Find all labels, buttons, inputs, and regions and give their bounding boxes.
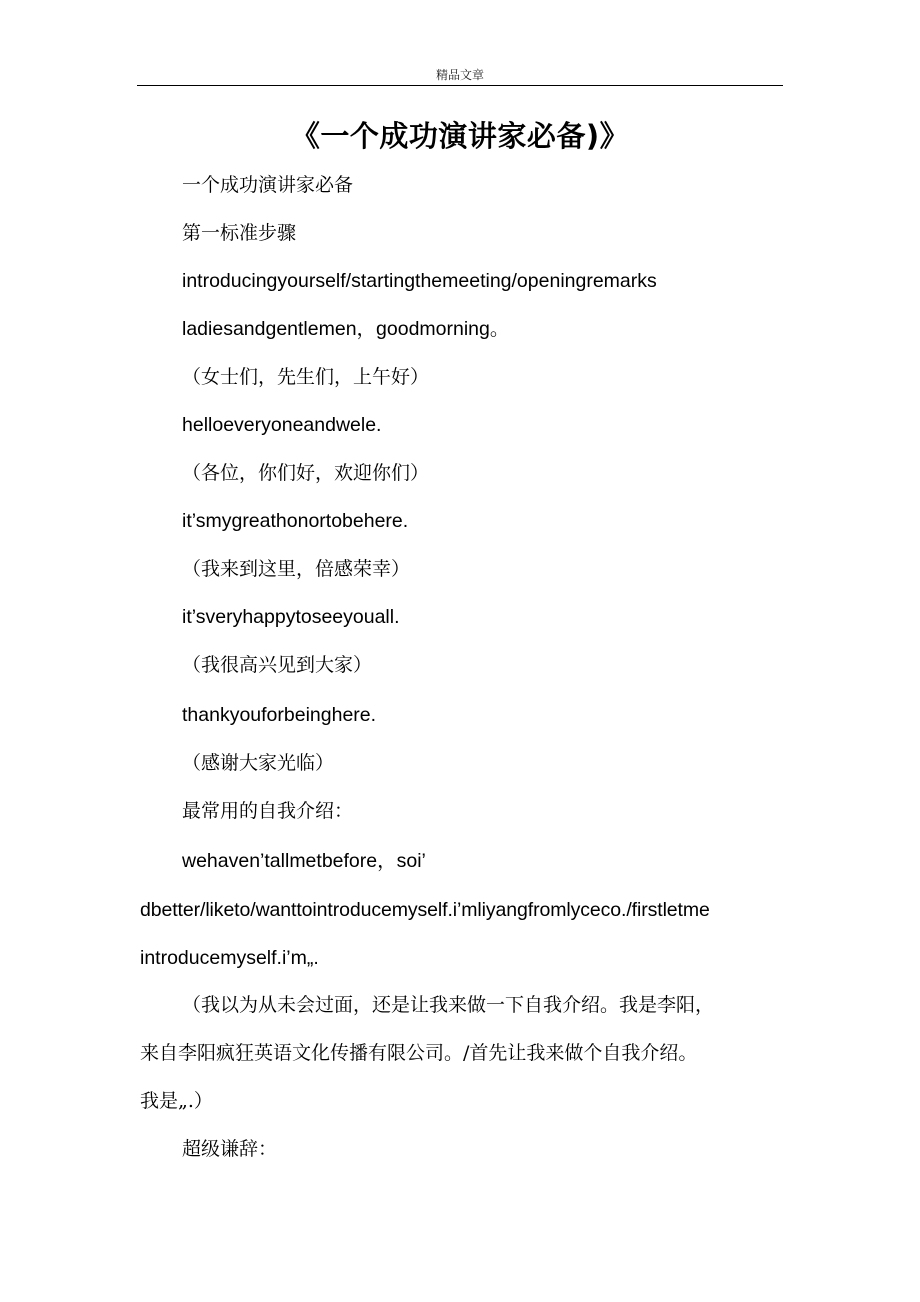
paragraph: （我很高兴见到大家） — [182, 654, 373, 676]
paragraph: it’smygreathonortobehere. — [182, 510, 409, 532]
paragraph: wehaven’tallmetbefore，soi’ — [182, 850, 426, 872]
paragraph: ladiesandgentlemen，goodmorning。 — [182, 318, 510, 340]
paragraph: （女士们，先生们，上午好） — [182, 366, 430, 388]
paragraph: introducemyself.i’m„. — [140, 947, 319, 969]
paragraph: introducingyourself/startingthemeeting/openingremarks — [182, 270, 657, 292]
paragraph: 最常用的自我介绍： — [182, 800, 354, 822]
page-header-label: 精品文章 — [435, 68, 484, 82]
paragraph: dbetter/liketo/wanttointroducemyself.i’mliyangfromlyceco./firstletme — [140, 899, 710, 921]
paragraph: 来自李阳疯狂英语文化传播有限公司。/首先让我来做个自我介绍。 — [140, 1042, 698, 1064]
header-divider — [137, 85, 783, 86]
paragraph: 我是„.） — [140, 1090, 213, 1112]
paragraph: 超级谦辞： — [182, 1138, 278, 1160]
paragraph: （我以为从未会过面，还是让我来做一下自我介绍。我是李阳， — [182, 994, 715, 1016]
paragraph: helloeveryoneandwele. — [182, 414, 382, 436]
paragraph: （各位，你们好，欢迎你们） — [182, 462, 430, 484]
paragraph: thankyouforbeinghere. — [182, 704, 377, 726]
paragraph: it’sveryhappytoseeyouall. — [182, 606, 400, 628]
paragraph: 一个成功演讲家必备 — [182, 174, 354, 196]
paragraph: （感谢大家光临） — [182, 752, 335, 774]
paragraph: 第一标准步骤 — [182, 222, 297, 244]
paragraph: （我来到这里，倍感荣幸） — [182, 558, 411, 580]
document-title: 《一个成功演讲家必备)》 — [290, 119, 630, 153]
